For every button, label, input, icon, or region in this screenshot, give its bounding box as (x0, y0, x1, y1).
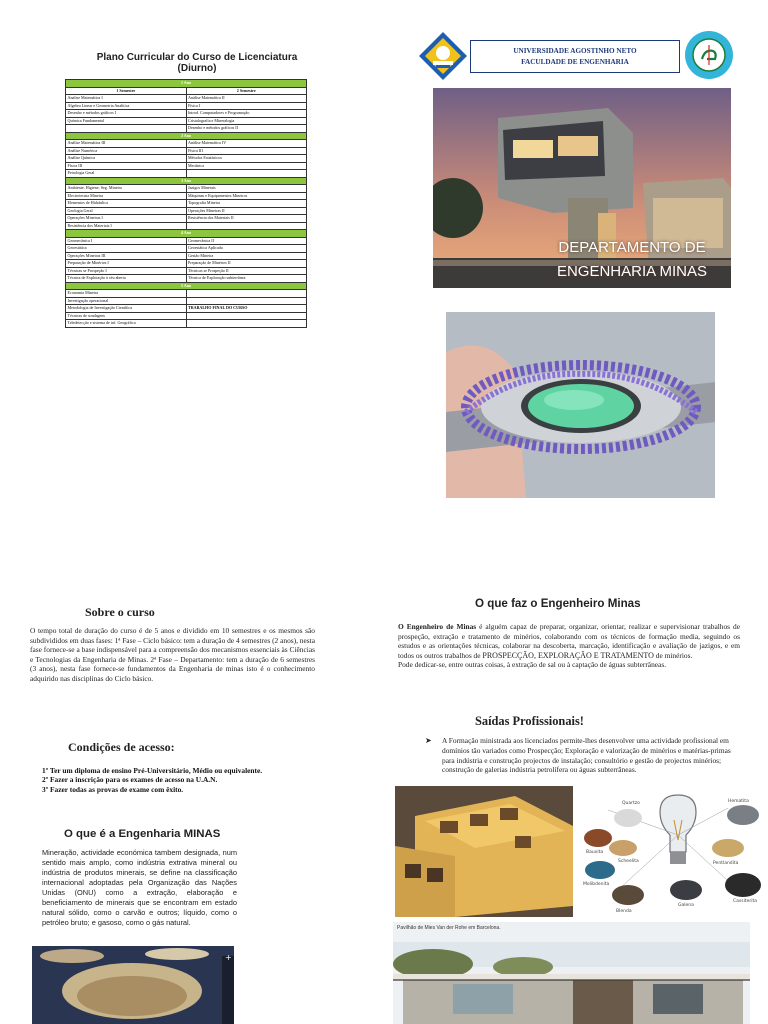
course-cell (186, 170, 307, 178)
table-row (66, 117, 307, 125)
sobre-heading: Sobre o curso (85, 605, 155, 619)
course-cell: Investigação operacional (66, 297, 187, 305)
pavilion-caption: Pavilhão de Mies Van der Rohe em Barcelona. (397, 925, 501, 931)
course-cell: Análise Química (66, 155, 187, 163)
condicao-item: 1º Ter um diploma de ensino Pré-Universitário, Médio ou equivalente. (42, 766, 263, 775)
year-label: 1 Ano (66, 80, 307, 88)
course-cell: Jazigos Minerais (186, 185, 307, 193)
course-cell: Introd. Computadores e Programação (186, 110, 307, 118)
table-row (66, 297, 307, 305)
course-cell: Elementos de Hidráulica (66, 200, 187, 208)
table-row (66, 170, 307, 178)
engenheiro-caps: PROSPECÇÃO, EXPLORAÇÃO E TRATAMENTO (482, 650, 654, 660)
year-row (66, 177, 307, 185)
year-label: 2 Ano (66, 132, 307, 140)
condicoes-heading: Condições de acesso: (68, 740, 175, 754)
course-cell: Geologia Geral (66, 207, 187, 215)
engenheiro-extra: Pode dedicar-se, entre outras coisas, à extração de sal ou à captação de águas subterrâneas. (398, 660, 667, 670)
saidas-heading: Saídas Profissionais! (475, 714, 584, 728)
course-cell (186, 290, 307, 298)
svg-text:+: + (225, 953, 232, 962)
course-cell: Geoestática (66, 245, 187, 253)
course-cell: Técnica de Exploração à céu aberto (66, 275, 187, 283)
table-row (66, 185, 307, 193)
course-cell: Operações Mineiras III (66, 252, 187, 260)
curriculum-title: Plano Curricular do Curso de Licenciatura (Diurno) (96, 52, 298, 74)
course-cell: Mecânica (186, 162, 307, 170)
course-cell: Análise Matemática II (186, 95, 307, 103)
course-cell: Análise Numérica (66, 147, 187, 155)
table-row (66, 215, 307, 223)
course-cell: Topografia Mineira (186, 200, 307, 208)
course-cell: Economia Mineira (66, 290, 187, 298)
mineral-label: Quartzo (622, 801, 640, 806)
course-cell: Gestão Mineira (186, 252, 307, 260)
table-row (66, 290, 307, 298)
course-cell: TRABALHO FINAL DO CURSO (186, 305, 307, 313)
semester-header: 1 Semestre (66, 87, 187, 95)
table-row (66, 252, 307, 260)
mineral-label: Bauxita (586, 850, 604, 855)
department-title-line2: ENGENHARIA MINAS (556, 263, 707, 280)
engenheiro-lead: O Engenheiro de Minas (398, 622, 477, 631)
course-cell: Preparação de Minérios II (186, 260, 307, 268)
table-row (66, 140, 307, 148)
sobre-text: O tempo total de duração do curso é de 5 anos e dividido em 10 semestres e os mesmos são subdivididos em duas fases: 1ª Fase – Ciclo básico: tem a duração de 4 semestres (2 anos), nesta fase fornece-se a base indispensável para a compreensão dos mecanismos essenciais às Ciências e Tecnologias da Engenharia de Minas. 2ª Fase – Departamento: tem a duração de 6 semestres (3 anos), nesta fase fornece-se fundamentos da Engenharia de minas isto é o conhecimento adquirido nas disciplinas do Ciclo básico. (30, 626, 315, 683)
engenheiro-heading: O que faz o Engenheiro Minas (475, 597, 641, 610)
faculty-name: FACULDADE DE ENGENHARIA (521, 58, 629, 66)
table-row (66, 125, 307, 133)
mineral-label: Pentlandita (713, 861, 739, 866)
table-row (66, 192, 307, 200)
course-cell: Química Fundamental (66, 117, 187, 125)
faculty-building-photo (433, 88, 731, 288)
mineral-label: Galena (678, 903, 694, 908)
course-cell: Máquinas e Equipamentos Mineiros (186, 192, 307, 200)
engenheiro-text: é alguém capaz de preparar, organizar, orientar, realizar e supervisionar trabalhos de prospeção, extração e tratamento de minérios, colaborando com os técnicos de formação media, seguindo os estudos e as orientações técnicas, colaborar na descoberta, marcação, identificação e avaliação de jazigos, e em todos os outros trabalhos de (398, 622, 740, 660)
minerals-figure (578, 790, 768, 918)
table-row (66, 162, 307, 170)
year-row (66, 80, 307, 88)
course-cell: Física III (186, 147, 307, 155)
course-cell: Operações Mineiras I (66, 215, 187, 223)
course-cell: Petrologia Geral (66, 170, 187, 178)
semester-header-row (66, 87, 307, 95)
course-cell: Operações Mineiras II (186, 207, 307, 215)
course-cell: Resistência dos Materiais II (186, 215, 307, 223)
course-cell: Desenho e métodos gráficos I (66, 110, 187, 118)
course-cell (186, 297, 307, 305)
course-cell (66, 125, 187, 133)
department-title-line1: DEPARTAMENTO DE (558, 239, 706, 256)
table-row (66, 267, 307, 275)
saidas-text: A Formação ministrada aos licenciados permite-lhes desenvolver uma actividade profissional em domínios tão variados como Prospecção; Exploração e valorização de minérios e matérias-primas para indústria e construção projectos de instalação; consultório e gestão de projectos minérios; construção de galerias indústria petrolífera ou águas subterrâneas. (442, 736, 731, 775)
course-cell: Geomecânica I (66, 237, 187, 245)
course-cell: Cristalografia e Mineralogia (186, 117, 307, 125)
university-name: UNIVERSIDADE AGOSTINHO NETO (513, 47, 637, 55)
course-cell (186, 222, 307, 230)
course-cell: Técnicas se Prospeção I (66, 267, 187, 275)
mineral-label: Molibdenita (583, 882, 610, 887)
emerald-ring-photo (446, 312, 715, 498)
pavilion-photo (393, 922, 750, 1024)
table-row (66, 147, 307, 155)
course-cell: Algebra Linear e Geometria Analitica (66, 102, 187, 110)
mineral-label: Cassiterita (733, 899, 757, 904)
year-row (66, 132, 307, 140)
mineral-grains-photo (32, 946, 234, 1024)
year-row (66, 230, 307, 238)
course-cell: Preparação de Minérios I (66, 260, 187, 268)
year-row (66, 282, 307, 290)
condicoes-list (42, 766, 282, 794)
table-row (66, 305, 307, 313)
table-row (66, 110, 307, 118)
condicao-item: 3º Fazer todas as provas de exame com êxito. (42, 784, 184, 794)
course-cell: Técnicas de sondagens (66, 312, 187, 320)
course-cell: Análise Matemática IV (186, 140, 307, 148)
department-title (557, 236, 707, 284)
course-cell: Geomecânica II (186, 237, 307, 245)
course-cell: Analise Matemática I (66, 95, 187, 103)
course-cell: Geoestática Aplicada (186, 245, 307, 253)
table-row (66, 275, 307, 283)
course-cell: Desenho e métodos gráficos II (186, 125, 307, 133)
semester-header: 2 Semestre (186, 87, 307, 95)
course-cell: Técnica de Exploração subterrânea (186, 275, 307, 283)
saidas-list (425, 736, 740, 775)
course-cell: Resistência dos Materiais I (66, 222, 187, 230)
course-cell: Física I (186, 102, 307, 110)
table-row (66, 155, 307, 163)
mineral-label: Hematita (728, 799, 749, 804)
table-row (66, 245, 307, 253)
mineral-label: Blenda (616, 909, 632, 914)
course-cell (186, 312, 307, 320)
course-cell: Análise Matemática III (66, 140, 187, 148)
year-label: 4 Ano (66, 230, 307, 238)
course-cell: Teledetecção e sistema de inf. Geográfica (66, 320, 187, 328)
mineral-label: Scheelita (618, 859, 639, 864)
engenharia-heading: O que é a Engenharia MINAS (64, 828, 221, 840)
table-row (66, 95, 307, 103)
table-row (66, 102, 307, 110)
concrete-blocks-photo (395, 786, 573, 917)
course-cell (186, 320, 307, 328)
table-row (66, 312, 307, 320)
university-logo-icon (418, 31, 468, 81)
faculty-logo-icon (685, 31, 733, 79)
year-label: 3 Ano (66, 177, 307, 185)
year-label: 5 Ano (66, 282, 307, 290)
course-cell: Ambiente, Higiene, Seg. Mineira (66, 185, 187, 193)
university-header (470, 40, 680, 73)
table-row (66, 260, 307, 268)
course-cell: Metodologia de Investigação Científica (66, 305, 187, 313)
table-row (66, 320, 307, 328)
course-cell: Métodos Estatísticos (186, 155, 307, 163)
table-row (66, 200, 307, 208)
table-row (66, 207, 307, 215)
engenheiro-text-block (398, 622, 740, 670)
arrow-bullet-icon: ➤ (425, 736, 432, 745)
table-row (66, 237, 307, 245)
condicao-item: 2º Fazer a inscrição para os exames de acesso na U.A.N. (42, 775, 218, 785)
course-cell: Electrotecnia Mineira (66, 192, 187, 200)
engenharia-text: Mineração, actividade económica tambem designada, num sentido mais amplo, como indústria extrativa mineral ou indústria de produtos minerais, se define na classificação internacional adoptadas pela Organização das Nações Unidas (ONU) como a extração, elaboração e beneficiamento de minerais que se encontram em estado natural sólido, como o carvão e outros; líquido, como o petróleo bruto; e gasoso, como o gás natural. (42, 848, 237, 927)
course-cell: Física III (66, 162, 187, 170)
course-cell: Técnicas se Prospeção II (186, 267, 307, 275)
engenheiro-tail: de minérios. (653, 650, 693, 660)
table-row (66, 222, 307, 230)
curriculum-table (65, 79, 307, 328)
